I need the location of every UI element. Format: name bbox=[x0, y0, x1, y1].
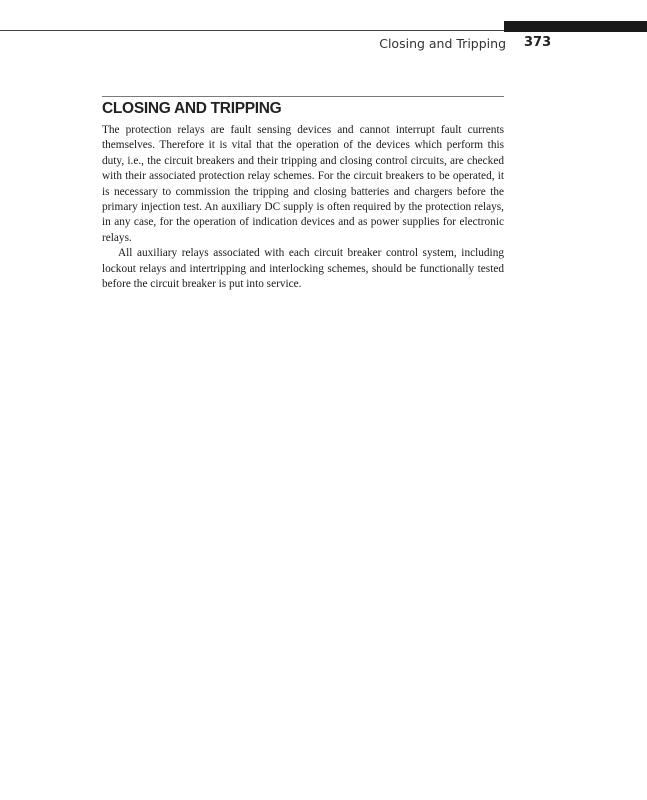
body-text bbox=[102, 123, 504, 292]
section-rule bbox=[102, 96, 504, 97]
section-title: CLOSING AND TRIPPING bbox=[102, 100, 282, 117]
header-rule bbox=[0, 30, 504, 31]
page-number: 373 bbox=[524, 35, 552, 50]
paragraph-1: The protection relays are fault sensing devices and cannot interrupt fault currents themselves. Therefore it is vital that the operation of the devices which perform this duty, i.e., the circuit breakers and their tripping and closing control circuits, are checked with their associated protection relay schemes. For the circuit breakers to be operated, it is necessary to commission the tripping and closing batteries and chargers before the primary injection test. An auxiliary DC supply is often required by the protection relays, in any case, for the operation of indication devices and as power supplies for electronic relays. bbox=[102, 124, 504, 244]
running-head: Closing and Tripping bbox=[379, 36, 506, 51]
header-bar bbox=[504, 21, 647, 32]
paragraph-2: All auxiliary relays associated with each circuit breaker control system, including lockout relays and intertripping and interlocking schemes, should be functionally tested before the circuit breaker is put into service. bbox=[102, 247, 504, 291]
